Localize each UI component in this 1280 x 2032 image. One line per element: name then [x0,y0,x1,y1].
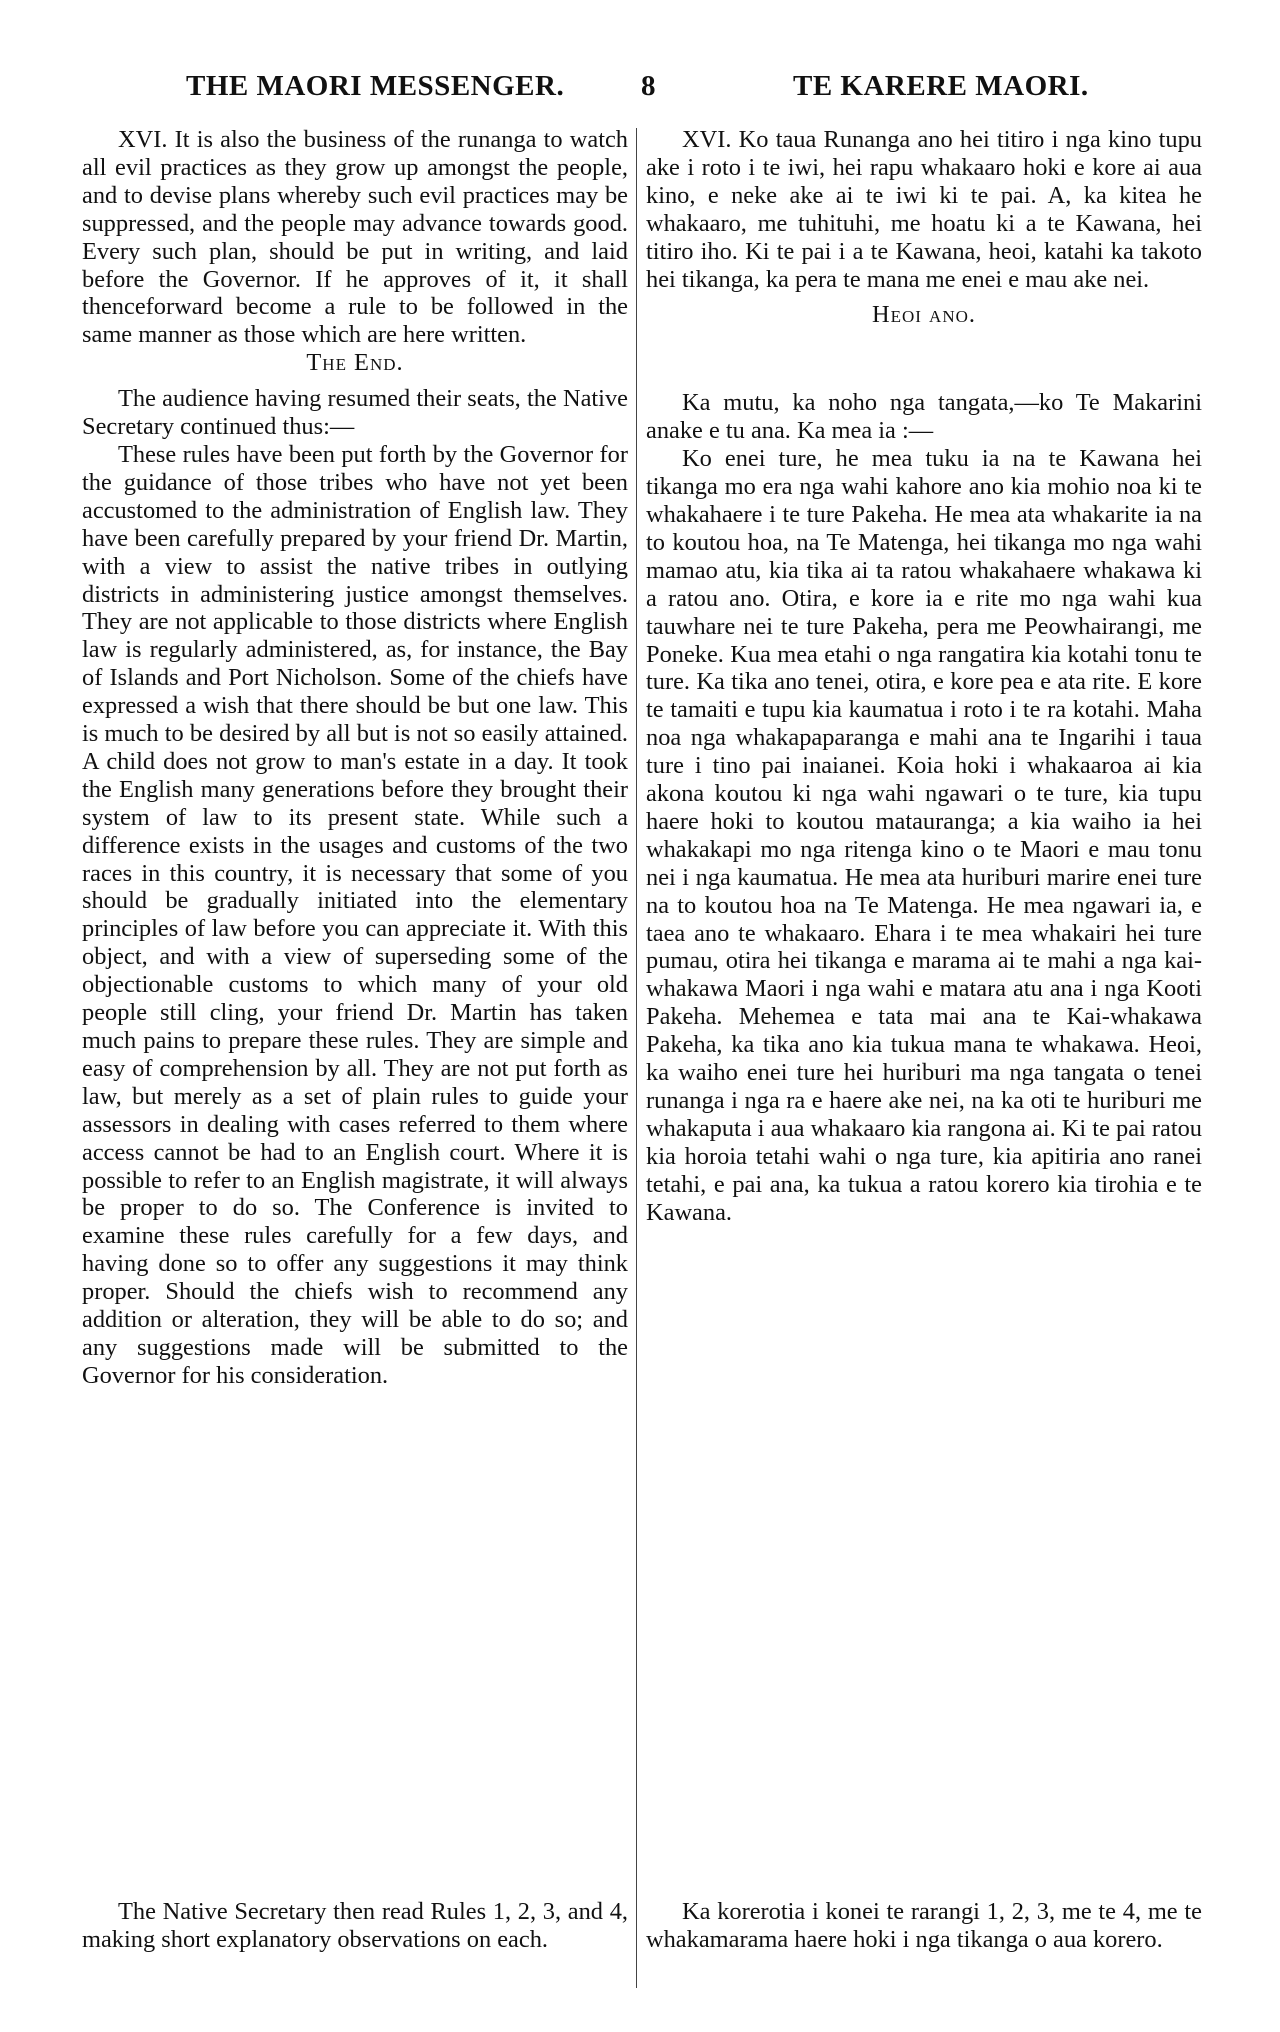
english-column [82,126,628,1390]
english-section-xvi: XVI. It is also the business of the runanga to watch all evil practices as they grow up amongst the people, and to devise plans whereby such evil practices may be suppressed, and the people may advance towards good. Every such plan, should be put in writing, and laid before the Governor. If he approves of it, it shall thenceforward become a rule to be followed in the same manner as those which are here written. [82,126,628,349]
maori-heoi-ano: Heoi ano. [872,301,976,329]
page-number: 8 [641,70,656,102]
maori-title: TE KARERE MAORI. [793,70,1089,102]
maori-para-noho: Ka mutu, ka noho nga tangata,—ko Te Makarini anake e tu ana. Ka mea ia :— [646,389,1202,445]
column-divider [636,128,637,1988]
maori-bottom [646,1898,1202,1954]
running-head [0,70,1280,110]
english-para-rules: These rules have been put forth by the Governor for the guidance of those tribes who have not yet been accustomed to the administration of English law. They have been carefully prepared by your friend Dr. Martin, with a view to assist the native tribes in outlying districts in administering justice amongst themselves. They are not applicable to those districts where English law is regularly administered, as, for instance, the Bay of Islands and Port Nicholson. Some of the chiefs have expressed a wish that there should be but one law. This is much to be desired by all but is not so easily attained. A child does not grow to man's estate in a day. It took the English many generations before they brought their system of law to its present state. While such a difference exists in the usages and customs of the two races in this country, it is necessary that some of you should be gradually initiated into the elementary principles of law before you can appreciate it. With this object, and with a view of superseding some of the objectionable customs to which many of your old people still cling, your friend Dr. Martin has taken much pains to prepare these rules. They are simple and easy of comprehension by all. They are not put forth as law, but merely as a set of plain rules to guide your assessors in dealing with cases referred to them where access cannot be had to an English court. Where it is possible to refer to an English magistrate, it will always be proper to do so. The Conference is invited to examine these rules carefully for a few days, and having done so to offer any suggestions it may think proper. Should the chiefs wish to recommend any addition or alteration, they will be able to do so; and any suggestions made will be submitted to the Governor for his consideration. [82,440,628,1389]
maori-column [646,126,1202,1227]
maori-para-ture: Ko enei ture, he mea tuku ia na te Kawana hei tikanga mo era nga wahi kahore ano kia mohio noa ki te whakahaere i te ture Pakeha. He mea ata whakarite ia na to koutou hoa, na Te Matenga, hei tikanga mo nga wahi mamao atu, kia tika ai ta ratou whakahaere whakawa ki a ratou ano. Otira, e kore ia e rite mo nga wahi kua tauwhare nei te ture Pakeha, pera me Peowhairangi, me Poneke. Kua mea etahi o nga rangatira kia kotahi tonu te ture. Ka tika ano tenei, otira, e kore pea e ata rite. E kore te tamaiti e tupu kia kaumatua i roto i te ra kotahi. Maha noa nga whakapaparanga e mahi ana te Ingarihi i taua ture i tino pai inaianei. Koia hoki i whakaaroa ai kia akona koutou ki nga wahi ngawari o te ture, kia tupu haere hoki to koutou matauranga; a kia waiho ia hei whakakapi mo nga ritenga kino o te Maori e mau tonu nei i nga kaumatua. He mea ata huriburi marire enei ture na to koutou hoa na Te Matenga. He mea ngawari ia, e taea ano te whakaaro. Ehara i te mea whakairi hei ture pumau, otira hei tikanga e marama ai te mahi a nga kai-whakawa Maori i nga wahi e matara atu ana i nga Kooti Pakeha. Mehemea e tata mai ana te Kai-whakawa Pakeha, ka tika ano kia tukua mana te whakawa. Heoi, ka waiho enei ture hei huriburi ma nga tangata o tenei runanga i nga ra e haere ake nei, na ka oti te huriburi me whakaputa i aua whakaaro kia rangona ai. Ki te pai ratou kia horoia tetahi wahi o nga ture, kia apitiria ano ranei tetahi, e pai ana, ka tukua a ratou korero kia tirohia e te Kawana. [646,445,1203,1226]
english-the-end: The End. [306,349,404,377]
english-title: THE MAORI MESSENGER. [186,70,565,102]
english-para-read-rules: The Native Secretary then read Rules 1, 2, 3, and 4, making short explanatory observations on each. [82,1898,628,1953]
maori-para-read-rules: Ka korerotia i konei te rarangi 1, 2, 3, me te 4, me te whakamarama haere hoki i nga tikanga o aua korero. [646,1898,1202,1953]
maori-section-xvi: XVI. Ko taua Runanga ano hei titiro i nga kino tupu ake i roto i te iwi, hei rapu whakaaro hoki e kore ai aua kino, e neke ake ai te iwi ki te pai. A, ka kitea he whakaaro, me tuhituhi, me hoatu ki a te Kawana, hei titiro iho. Ki te pai i a te Kawana, heoi, katahi ka takoto hei tikanga, ka pera te mana me enei e mau ake nei. [646,126,1202,293]
english-para-audience: The audience having resumed their seats, the Native Secretary continued thus:— [82,385,628,441]
english-bottom [82,1898,628,1954]
